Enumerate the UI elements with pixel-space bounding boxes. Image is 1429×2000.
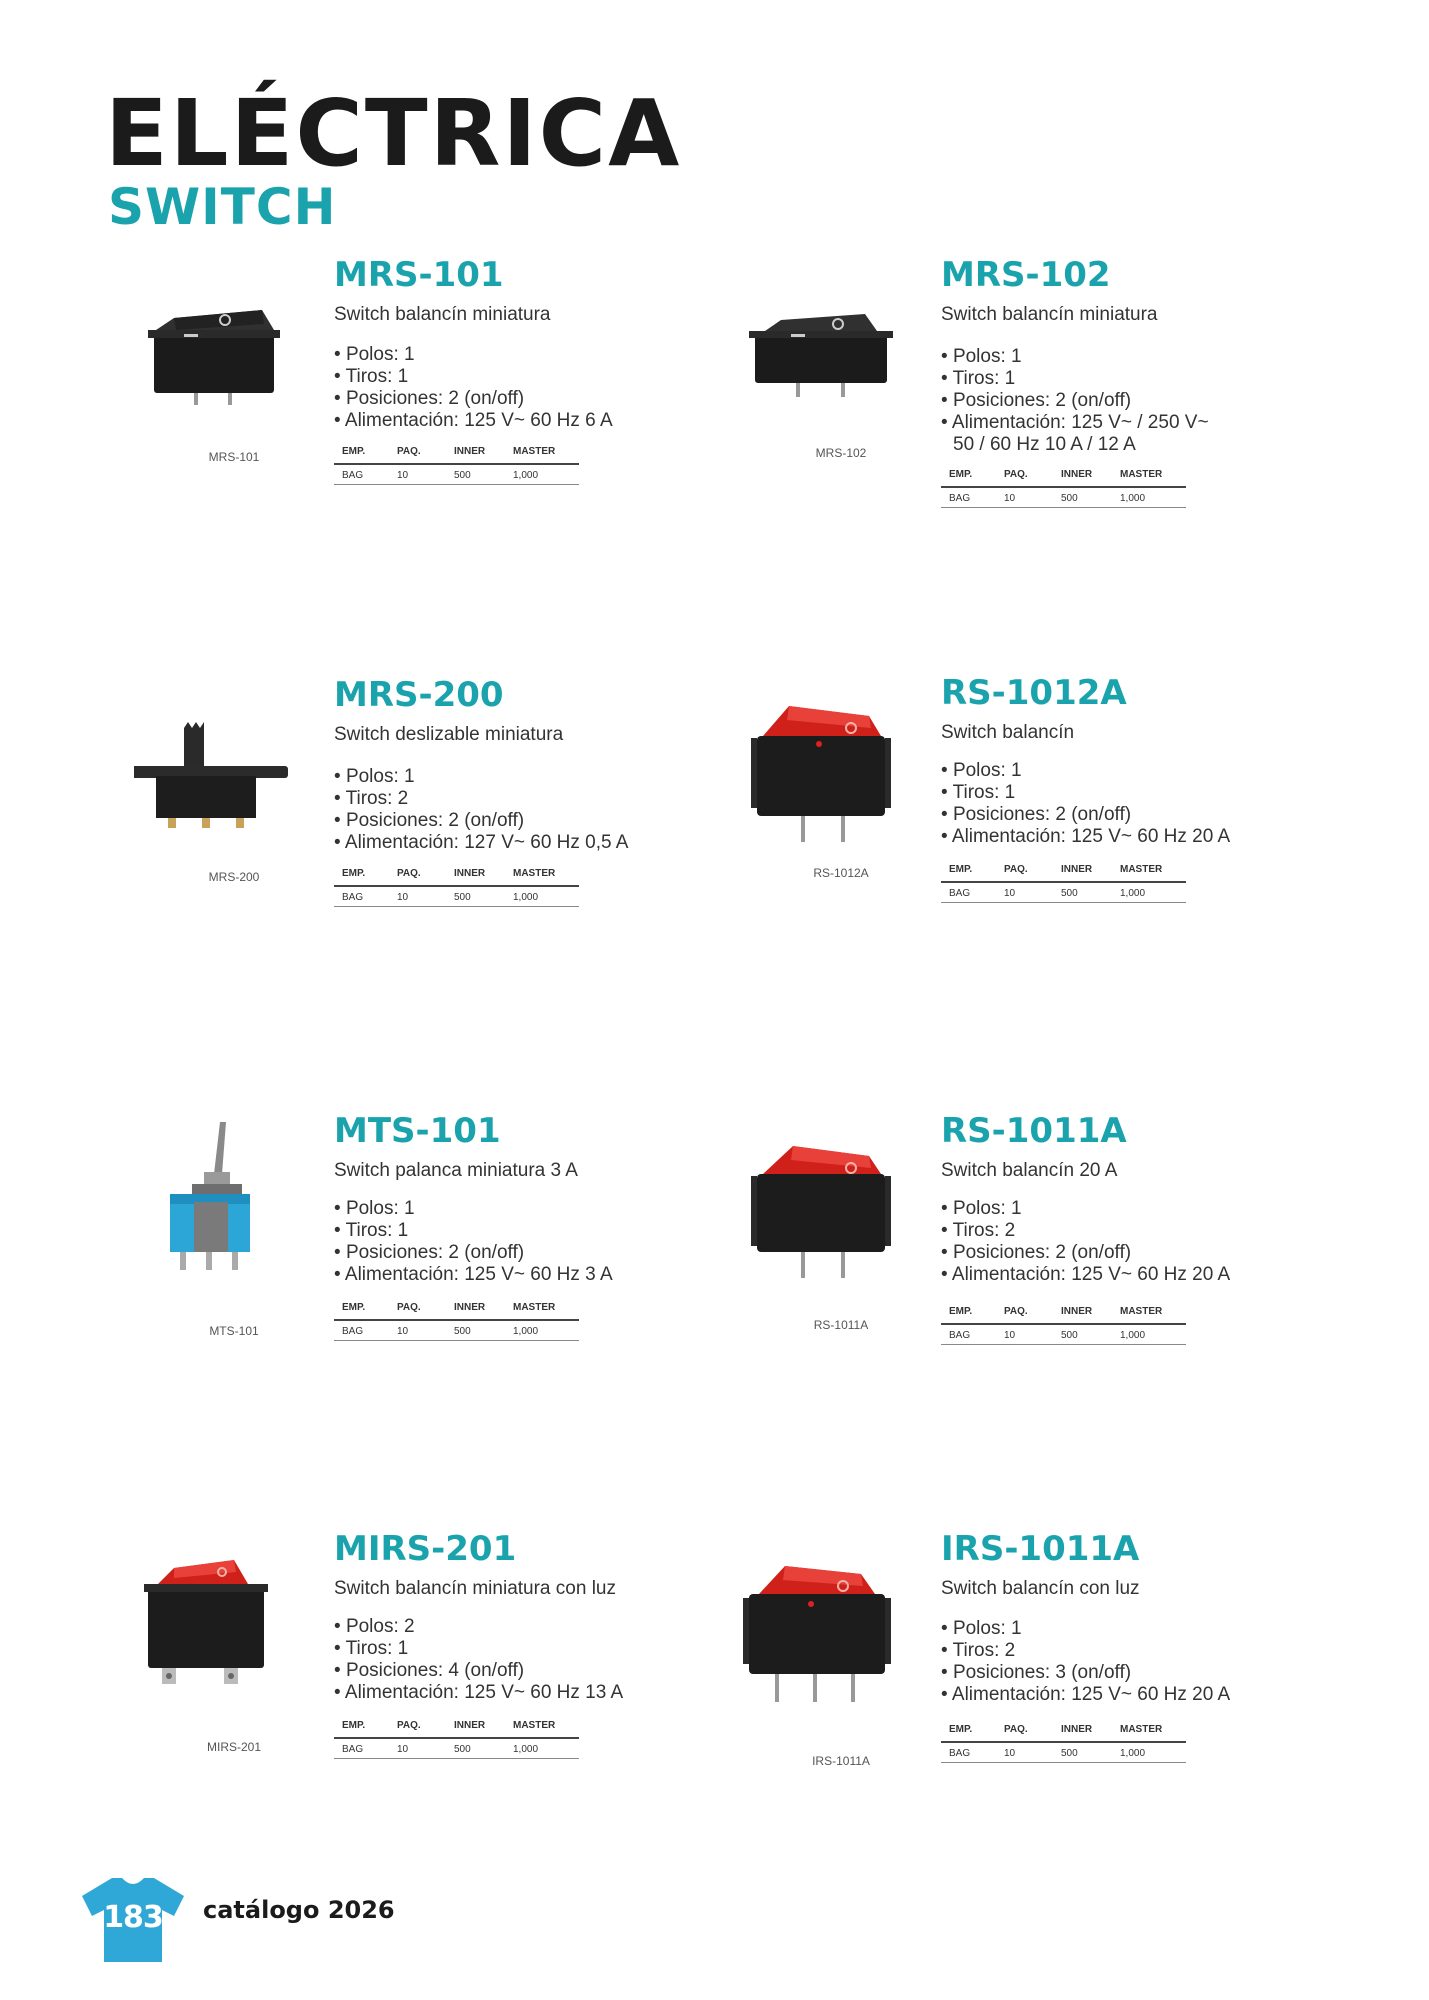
spec-item: • Alimentación: 127 V~ 60 Hz 0,5 A (334, 832, 628, 854)
spec-item: • Tiros: 1 (334, 1638, 623, 1660)
spec-item: • Tiros: 1 (941, 368, 1209, 390)
pack-header-paq: PAQ. (1004, 864, 1028, 875)
product-image (134, 1532, 334, 1754)
catalog-label: catálogo 2026 (203, 1896, 395, 1924)
pack-header-master: MASTER (1120, 864, 1163, 875)
image-caption: MRS-200 (208, 870, 260, 884)
toggle-switch-icon (134, 1114, 334, 1284)
pack-master: 1,000 (1120, 493, 1146, 504)
spec-item: • Tiros: 1 (334, 366, 613, 388)
product-card (741, 1529, 1401, 1832)
image-caption: RS-1012A (813, 866, 869, 880)
product-description: Switch palanca miniatura 3 A (334, 1160, 578, 1181)
image-caption: MTS-101 (209, 1324, 259, 1338)
pack-paq: 10 (397, 470, 409, 481)
spec-item: • Polos: 1 (334, 344, 613, 366)
pack-emp: BAG (342, 892, 364, 903)
pack-emp: BAG (342, 1744, 364, 1755)
spec-item: • Posiciones: 3 (on/off) (941, 1662, 1230, 1684)
image-caption: IRS-1011A (812, 1754, 870, 1768)
packaging-table (941, 864, 1186, 903)
pack-paq: 10 (1004, 1330, 1016, 1341)
packaging-table (334, 868, 579, 907)
black-rocker-switch-icon (134, 258, 334, 428)
spec-item: • Posiciones: 2 (on/off) (941, 804, 1230, 826)
image-caption: MRS-101 (208, 450, 260, 464)
product-card (134, 675, 794, 978)
pack-header-emp: EMP. (342, 1720, 366, 1731)
pack-emp: BAG (949, 888, 971, 899)
pack-header-master: MASTER (513, 446, 556, 457)
product-description: Switch balancín 20 A (941, 1160, 1118, 1181)
pack-header-paq: PAQ. (1004, 1724, 1028, 1735)
section-subtitle: SWITCH (108, 178, 337, 236)
packaging-table (334, 446, 579, 485)
product-code: RS-1012A (941, 673, 1127, 713)
pack-master: 1,000 (1120, 888, 1146, 899)
pack-header-inner: INNER (454, 1720, 486, 1731)
pack-emp: BAG (949, 1330, 971, 1341)
pack-emp: BAG (342, 470, 364, 481)
pack-header-inner: INNER (1061, 864, 1093, 875)
spec-item: • Tiros: 1 (334, 1220, 613, 1242)
pack-inner: 500 (454, 1744, 471, 1755)
spec-list (334, 766, 628, 854)
product-card (134, 255, 794, 558)
spec-list (334, 344, 613, 432)
pack-master: 1,000 (513, 1326, 539, 1337)
pack-header-paq: PAQ. (397, 868, 421, 879)
spec-item: • Tiros: 2 (334, 788, 628, 810)
pack-master: 1,000 (513, 470, 539, 481)
spec-item: • Alimentación: 125 V~ / 250 V~ (941, 412, 1209, 434)
product-description: Switch balancín miniatura (941, 304, 1158, 325)
product-card (741, 255, 1401, 558)
pack-master: 1,000 (1120, 1748, 1146, 1759)
pack-header-master: MASTER (1120, 1724, 1163, 1735)
packaging-table (941, 1724, 1186, 1763)
slide-switch-icon (134, 678, 334, 848)
pack-emp: BAG (949, 1748, 971, 1759)
spec-item: • Polos: 1 (941, 760, 1230, 782)
spec-item: • Polos: 1 (334, 1198, 613, 1220)
product-description: Switch balancín (941, 722, 1075, 743)
product-description: Switch balancín miniatura con luz (334, 1578, 616, 1599)
spec-item-continued: 50 / 60 Hz 10 A / 12 A (953, 434, 1136, 455)
spec-item: • Posiciones: 2 (on/off) (941, 1242, 1230, 1264)
image-caption: MRS-102 (815, 446, 867, 460)
image-caption: RS-1011A (813, 1318, 869, 1332)
red-rocker-switch-icon (741, 1532, 941, 1702)
pack-header-master: MASTER (1120, 469, 1163, 480)
spec-item: • Posiciones: 4 (on/off) (334, 1660, 623, 1682)
spec-item: • Posiciones: 2 (on/off) (334, 810, 628, 832)
product-code: RS-1011A (941, 1111, 1127, 1151)
spec-item: • Tiros: 2 (941, 1220, 1230, 1242)
image-caption: MIRS-201 (206, 1740, 262, 1754)
packaging-table (334, 1302, 579, 1341)
pack-inner: 500 (1061, 493, 1078, 504)
spec-list (941, 346, 1209, 456)
spec-list (941, 760, 1230, 848)
pack-inner: 500 (454, 470, 471, 481)
pack-paq: 10 (1004, 493, 1016, 504)
product-image (134, 1114, 334, 1338)
pack-paq: 10 (397, 1326, 409, 1337)
red-rocker-switch-icon (134, 1532, 334, 1702)
pack-header-paq: PAQ. (397, 446, 421, 457)
page-number-badge (78, 1874, 188, 1964)
spec-item: • Posiciones: 2 (on/off) (334, 1242, 613, 1264)
pack-master: 1,000 (513, 892, 539, 903)
pack-inner: 500 (1061, 1748, 1078, 1759)
product-code: MRS-200 (334, 675, 504, 715)
spec-list (334, 1198, 613, 1286)
pack-header-master: MASTER (513, 868, 556, 879)
spec-item: • Tiros: 1 (941, 782, 1230, 804)
pack-header-paq: PAQ. (1004, 469, 1028, 480)
product-description: Switch balancín con luz (941, 1578, 1140, 1599)
spec-item: • Polos: 1 (941, 346, 1209, 368)
spec-item: • Posiciones: 2 (on/off) (334, 388, 613, 410)
product-image (741, 258, 941, 458)
pack-header-emp: EMP. (949, 864, 973, 875)
product-image (741, 676, 941, 880)
spec-list (941, 1198, 1230, 1286)
pack-header-master: MASTER (513, 1302, 556, 1313)
pack-master: 1,000 (1120, 1330, 1146, 1341)
pack-emp: BAG (342, 1326, 364, 1337)
pack-header-inner: INNER (1061, 1306, 1093, 1317)
pack-header-master: MASTER (513, 1720, 556, 1731)
pack-header-emp: EMP. (949, 1724, 973, 1735)
pack-header-inner: INNER (1061, 469, 1093, 480)
red-rocker-switch-icon (741, 676, 941, 846)
spec-item: • Posiciones: 2 (on/off) (941, 390, 1209, 412)
product-code: MRS-102 (941, 255, 1111, 295)
spec-item: • Polos: 1 (334, 766, 628, 788)
pack-header-emp: EMP. (949, 469, 973, 480)
page-title: ELÉCTRICA (105, 80, 682, 187)
pack-master: 1,000 (513, 1744, 539, 1755)
pack-header-emp: EMP. (342, 868, 366, 879)
pack-header-emp: EMP. (342, 1302, 366, 1313)
spec-item: • Alimentación: 125 V~ 60 Hz 6 A (334, 410, 613, 432)
product-code: IRS-1011A (941, 1529, 1140, 1569)
product-code: MIRS-201 (334, 1529, 517, 1569)
pack-emp: BAG (949, 493, 971, 504)
pack-inner: 500 (1061, 1330, 1078, 1341)
spec-item: • Polos: 1 (941, 1198, 1230, 1220)
spec-item: • Alimentación: 125 V~ 60 Hz 20 A (941, 826, 1230, 848)
pack-header-master: MASTER (1120, 1306, 1163, 1317)
product-card (741, 673, 1401, 976)
spec-list (334, 1616, 623, 1704)
product-code: MRS-101 (334, 255, 504, 295)
page-number: 183 (103, 1900, 163, 1935)
pack-inner: 500 (1061, 888, 1078, 899)
pack-header-paq: PAQ. (1004, 1306, 1028, 1317)
spec-item: • Polos: 1 (941, 1618, 1230, 1640)
product-description: Switch balancín miniatura (334, 304, 551, 325)
spec-item: • Alimentación: 125 V~ 60 Hz 3 A (334, 1264, 613, 1286)
pack-header-inner: INNER (454, 1302, 486, 1313)
pack-header-inner: INNER (454, 446, 486, 457)
pack-header-inner: INNER (454, 868, 486, 879)
spec-item: • Polos: 2 (334, 1616, 623, 1638)
spec-item: • Alimentación: 125 V~ 60 Hz 13 A (334, 1682, 623, 1704)
red-rocker-switch-icon (741, 1114, 941, 1284)
product-card (134, 1529, 794, 1832)
product-card (134, 1111, 794, 1414)
product-card (741, 1111, 1401, 1414)
product-image (134, 258, 334, 464)
packaging-table (941, 469, 1186, 508)
pack-header-paq: PAQ. (397, 1720, 421, 1731)
spec-list (941, 1618, 1230, 1706)
pack-header-inner: INNER (1061, 1724, 1093, 1735)
product-description: Switch deslizable miniatura (334, 724, 564, 745)
spec-item: • Tiros: 2 (941, 1640, 1230, 1662)
pack-paq: 10 (397, 892, 409, 903)
product-image (741, 1532, 941, 1768)
product-image (741, 1114, 941, 1332)
pack-inner: 500 (454, 1326, 471, 1337)
product-code: MTS-101 (334, 1111, 501, 1151)
pack-header-emp: EMP. (342, 446, 366, 457)
packaging-table (334, 1720, 579, 1759)
pack-inner: 500 (454, 892, 471, 903)
pack-header-paq: PAQ. (397, 1302, 421, 1313)
spec-item: • Alimentación: 125 V~ 60 Hz 20 A (941, 1264, 1230, 1286)
black-rocker-switch-icon (741, 258, 941, 428)
pack-paq: 10 (1004, 1748, 1016, 1759)
pack-paq: 10 (397, 1744, 409, 1755)
pack-paq: 10 (1004, 888, 1016, 899)
packaging-table (941, 1306, 1186, 1345)
product-image (134, 678, 334, 884)
spec-item: • Alimentación: 125 V~ 60 Hz 20 A (941, 1684, 1230, 1706)
pack-header-emp: EMP. (949, 1306, 973, 1317)
